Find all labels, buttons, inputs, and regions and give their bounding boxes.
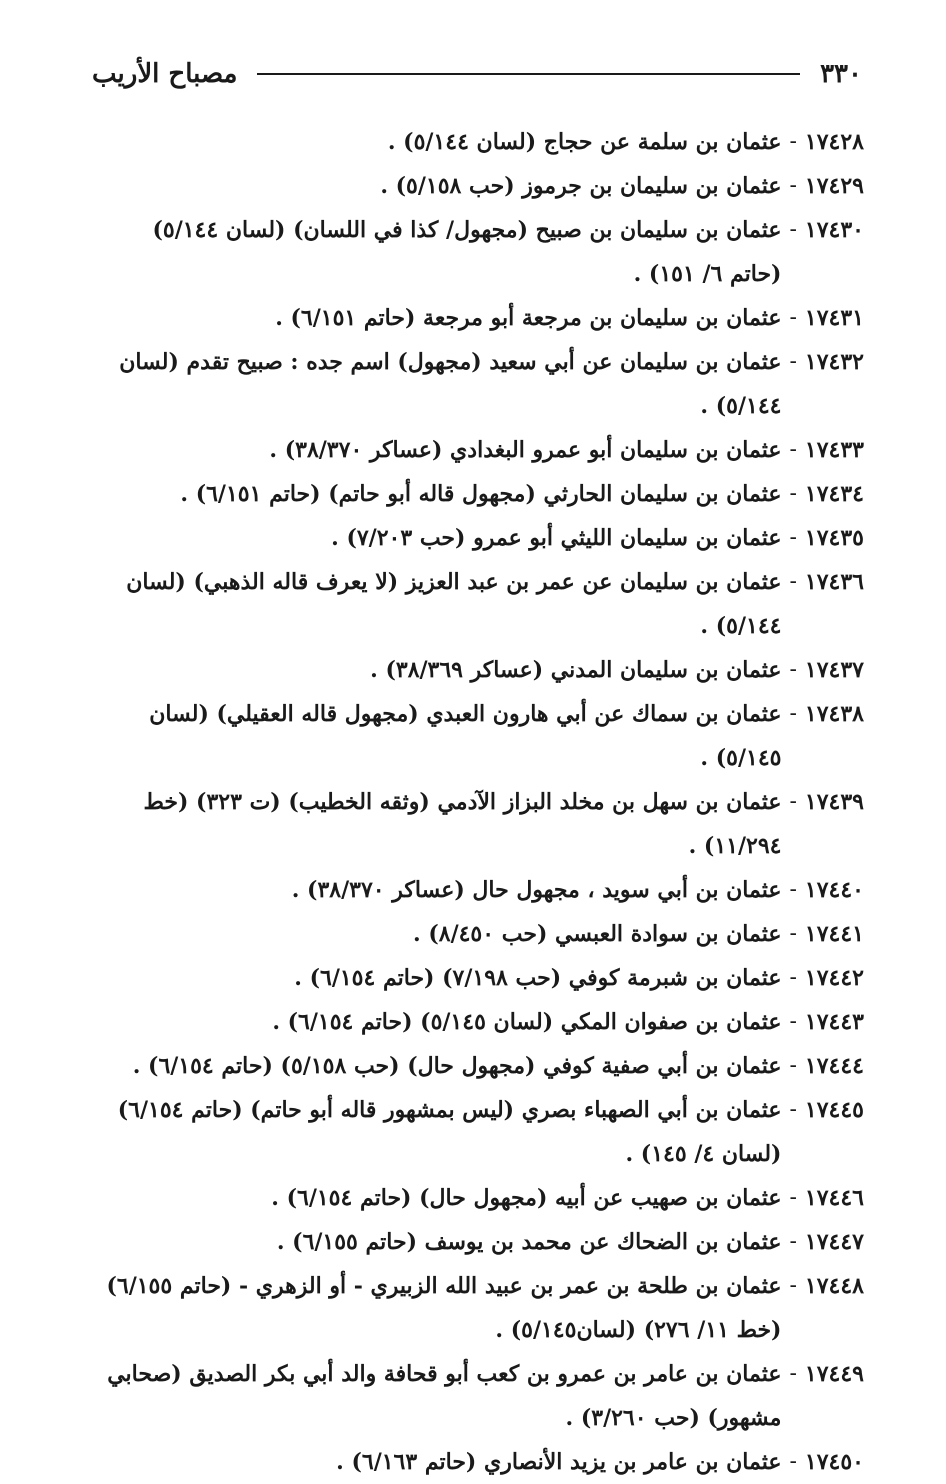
entry-number: ١٧٤٤٠ <box>804 877 864 903</box>
book-title: مصباح الأريب <box>92 59 238 89</box>
entry-number: ١٧٤٣٠ <box>804 217 864 243</box>
list-item <box>94 912 864 956</box>
entry-number: ١٧٤٤٣ <box>804 1009 864 1035</box>
entry-dash: - <box>789 173 797 198</box>
list-item <box>94 296 864 340</box>
list-item <box>94 472 864 516</box>
entry-dash: - <box>789 481 797 506</box>
entry-number: ١٧٤٣٢ <box>804 349 864 375</box>
list-item <box>94 1440 864 1484</box>
entry-text: عثمان بن سليمان بن مرجعة أبو مرجعة (حاتم ٦/١٥١) . <box>275 305 782 331</box>
entry-dash: - <box>789 1097 797 1122</box>
entry-number: ١٧٤٣٩ <box>804 789 864 815</box>
entry-text: عثمان بن سماك عن أبي هارون العبدي (مجهول قاله العقيلي) (لسان ٥/١٤٥) . <box>149 701 782 771</box>
entry-dash: - <box>789 701 797 726</box>
list-item <box>94 208 864 296</box>
entry-dash: - <box>789 217 797 242</box>
entry-dash: - <box>789 921 797 946</box>
page-number: ٣٣٠ <box>820 59 862 89</box>
entry-text: عثمان بن سليمان الليثي أبو عمرو (حب ٧/٢٠٣) . <box>331 525 782 551</box>
entry-list <box>94 120 864 1484</box>
page-header <box>92 52 862 96</box>
entry-number: ١٧٤٤٩ <box>804 1361 864 1387</box>
entry-text: عثمان بن سليمان عن عمر بن عبد العزيز (لا يعرف قاله الذهبي) (لسان ٥/١٤٤) . <box>126 569 782 639</box>
list-item <box>94 780 864 868</box>
entry-text: عثمان بن الضحاك عن محمد بن يوسف (حاتم ٦/١٥٥) . <box>276 1229 782 1255</box>
entry-dash: - <box>789 1273 797 1298</box>
entry-number: ١٧٤٤٧ <box>804 1229 864 1255</box>
entry-dash: - <box>789 129 797 154</box>
list-item <box>94 868 864 912</box>
entry-number: ١٧٤٥٠ <box>804 1449 864 1475</box>
entry-text: عثمان بن عامر بن عمرو بن كعب أبو قحافة والد أبي بكر الصديق (صحابي مشهور) (حب ٣/٢٦٠) . <box>107 1361 782 1431</box>
entry-dash: - <box>789 525 797 550</box>
entry-dash: - <box>789 1053 797 1078</box>
entry-dash: - <box>789 1449 797 1474</box>
list-item <box>94 648 864 692</box>
entry-dash: - <box>789 1185 797 1210</box>
entry-text: عثمان بن سليمان أبو عمرو البغدادي (عساكر ٣٨/٣٧٠) . <box>269 437 782 463</box>
entry-dash: - <box>789 569 797 594</box>
entry-text: عثمان بن سليمان الحارثي (مجهول قاله أبو حاتم) (حاتم ٦/١٥١) . <box>180 481 782 507</box>
list-item <box>94 428 864 472</box>
entry-text: عثمان بن سلمة عن حجاج (لسان ٥/١٤٤) . <box>387 129 782 155</box>
entry-text: عثمان بن سليمان عن أبي سعيد (مجهول) اسم جده : صبيح تقدم (لسان ٥/١٤٤) . <box>119 349 782 419</box>
header-rule <box>257 73 800 75</box>
entry-number: ١٧٤٢٨ <box>804 129 864 155</box>
entry-dash: - <box>789 877 797 902</box>
entry-dash: - <box>789 657 797 682</box>
entry-number: ١٧٤٤٢ <box>804 965 864 991</box>
entry-number: ١٧٤٣٦ <box>804 569 864 595</box>
entry-number: ١٧٤٤٨ <box>804 1273 864 1299</box>
entry-dash: - <box>789 789 797 814</box>
entry-dash: - <box>789 1229 797 1254</box>
entry-text: عثمان بن أبي الصهباء بصري (ليس بمشهور قاله أبو حاتم) (حاتم ٦/١٥٤) (لسان ٤/ ١٤٥) . <box>117 1097 782 1167</box>
list-item <box>94 1176 864 1220</box>
entry-number: ١٧٤٣٨ <box>804 701 864 727</box>
entry-text: عثمان بن سليمان المدني (عساكر ٣٨/٣٦٩) . <box>370 657 782 683</box>
list-item <box>94 1352 864 1440</box>
list-item <box>94 516 864 560</box>
list-item <box>94 560 864 648</box>
entry-number: ١٧٤٤٥ <box>804 1097 864 1123</box>
entry-text: عثمان بن شبرمة كوفي (حب ٧/١٩٨) (حاتم ٦/١٥٤) . <box>294 965 782 991</box>
entry-text: عثمان بن عامر بن يزيد الأنصاري (حاتم ٦/١٦٣) . <box>336 1449 782 1475</box>
list-item <box>94 1000 864 1044</box>
entry-text: عثمان بن سهل بن مخلد البزاز الآدمي (وثقه الخطيب) (ت ٣٢٣) (خط ١١/٢٩٤) . <box>143 789 782 859</box>
entry-text: عثمان بن سليمان بن جرموز (حب ٥/١٥٨) . <box>380 173 782 199</box>
list-item <box>94 340 864 428</box>
list-item <box>94 1264 864 1352</box>
entry-dash: - <box>789 349 797 374</box>
entry-dash: - <box>789 1009 797 1034</box>
entry-number: ١٧٤٤١ <box>804 921 864 947</box>
list-item <box>94 1220 864 1264</box>
entry-number: ١٧٤٤٤ <box>804 1053 864 1079</box>
entry-dash: - <box>789 437 797 462</box>
entry-dash: - <box>789 305 797 330</box>
list-item <box>94 692 864 780</box>
entry-number: ١٧٤٣٧ <box>804 657 864 683</box>
entry-text: عثمان بن صهيب عن أبيه (مجهول حال) (حاتم ٦/١٥٤) . <box>271 1185 782 1211</box>
entry-text: عثمان بن صفوان المكي (لسان ٥/١٤٥) (حاتم ٦/١٥٤) . <box>272 1009 782 1035</box>
entry-number: ١٧٤٣٥ <box>804 525 864 551</box>
list-item <box>94 1088 864 1176</box>
entry-number: ١٧٤٣١ <box>804 305 864 331</box>
list-item <box>94 120 864 164</box>
list-item <box>94 956 864 1000</box>
entry-dash: - <box>789 1361 797 1386</box>
entry-text: عثمان بن سليمان بن صبيح (مجهول/ كذا في اللسان) (لسان ٥/١٤٤) (حاتم ٦/ ١٥١) . <box>152 217 782 287</box>
list-item <box>94 1044 864 1088</box>
entry-dash: - <box>789 965 797 990</box>
entry-text: عثمان بن طلحة بن عمر بن عبيد الله الزبيري - أو الزهري - (حاتم ٦/١٥٥) (خط ١١/ ٢٧٦) (لسان٥/١٤٥) . <box>106 1273 782 1343</box>
list-item <box>94 164 864 208</box>
entry-number: ١٧٤٣٤ <box>804 481 864 507</box>
entry-text: عثمان بن أبي سويد ، مجهول حال (عساكر ٣٨/٣٧٠) . <box>291 877 782 903</box>
entry-number: ١٧٤٣٣ <box>804 437 864 463</box>
entry-text: عثمان بن سوادة العبسي (حب ٨/٤٥٠) . <box>413 921 782 947</box>
entry-number: ١٧٤٤٦ <box>804 1185 864 1211</box>
entry-number: ١٧٤٢٩ <box>804 173 864 199</box>
entry-text: عثمان بن أبي صفية كوفي (مجهول حال) (حب ٥/١٥٨) (حاتم ٦/١٥٤) . <box>132 1053 782 1079</box>
